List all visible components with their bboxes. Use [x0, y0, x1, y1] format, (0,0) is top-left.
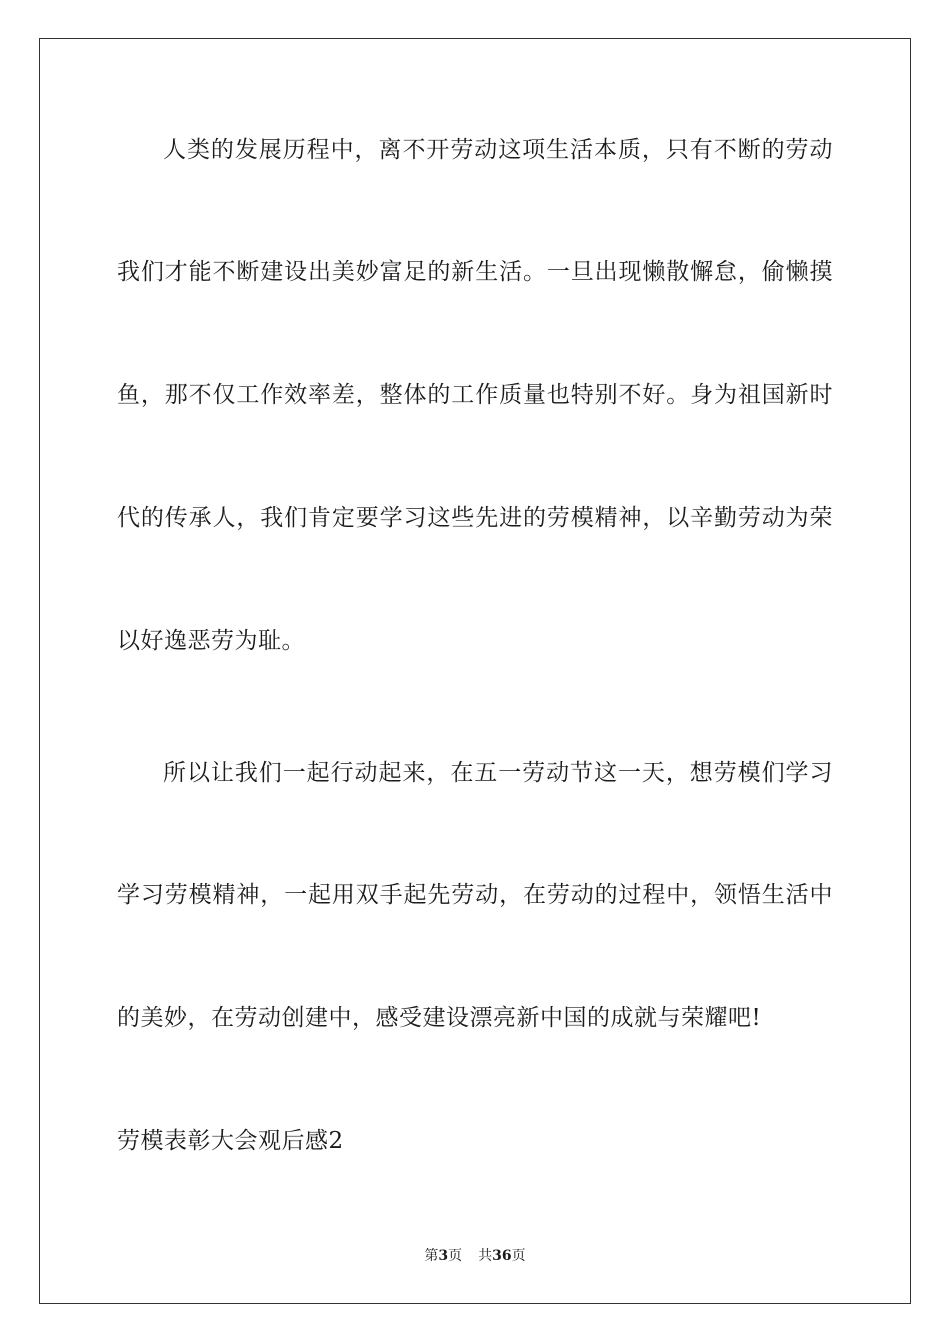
total-count: 36	[492, 1248, 512, 1264]
paragraph-1-line-1: 人类的发展历程中，离不开劳动这项生活本质，只有不断的劳动	[163, 137, 833, 163]
total-prefix: 共	[478, 1248, 493, 1264]
page-current: 3	[438, 1248, 449, 1264]
page-suffix: 页	[448, 1248, 463, 1264]
paragraph-2-line-1: 所以让我们一起行动起来，在五一劳动节这一天，想劳模们学习	[163, 760, 833, 786]
section-heading: 劳模表彰大会观后感2	[117, 1128, 344, 1154]
page-total	[478, 1247, 525, 1265]
paragraph-2-line-2: 学习劳模精神，一起用双手起先劳动，在劳动的过程中，领悟生活中	[117, 882, 833, 908]
page-border	[39, 38, 911, 1304]
paragraph-1-line-5: 以好逸恶劳为耻。	[117, 628, 305, 654]
paragraph-1-line-4: 代的传承人，我们肯定要学习这些先进的劳模精神，以辛勤劳动为荣	[117, 505, 833, 531]
paragraph-1-line-2: 我们才能不断建设出美妙富足的新生活。一旦出现懒散懈怠，偷懒摸	[117, 259, 833, 285]
page-number	[424, 1247, 462, 1265]
page-footer	[0, 1247, 950, 1265]
page-prefix: 第	[424, 1248, 439, 1264]
total-suffix: 页	[511, 1248, 526, 1264]
paragraph-2-line-3: 的美妙，在劳动创建中，感受建设漂亮新中国的成就与荣耀吧!	[117, 1005, 762, 1031]
paragraph-1-line-3: 鱼，那不仅工作效率差，整体的工作质量也特别不好。身为祖国新时	[117, 382, 833, 408]
